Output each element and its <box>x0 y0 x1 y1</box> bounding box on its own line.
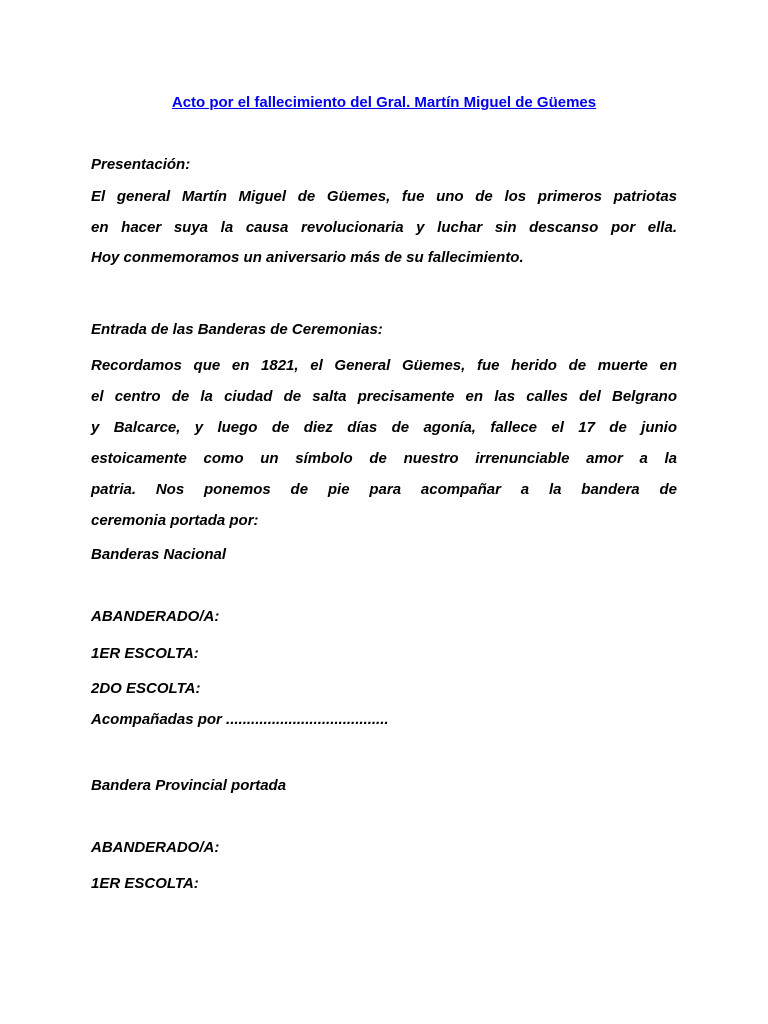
banderas-nacional-label: Banderas Nacional <box>91 546 227 563</box>
abanderado-label: ABANDERADO/A: <box>91 608 220 625</box>
document-title <box>0 94 768 112</box>
acompanadas-label: Acompañadas por ....................................... <box>91 711 389 728</box>
paragraph-line: estoicamente como un símbolo de nuestro irrenunciable amor a la <box>91 450 677 467</box>
primer-escolta-label: 1ER ESCOLTA: <box>91 875 199 892</box>
paragraph-line: el centro de la ciudad de salta precisamente en las calles del Belgrano <box>91 388 677 405</box>
paragraph-line: Recordamos que en 1821, el General Güemes, fue herido de muerte en <box>91 357 677 374</box>
bandera-provincial-label: Bandera Provincial portada <box>91 777 287 794</box>
paragraph-line: El general Martín Miguel de Güemes, fue uno de los primeros patriotas <box>91 188 677 205</box>
paragraph-line: ceremonia portada por: <box>91 512 259 529</box>
segundo-escolta-label: 2DO ESCOLTA: <box>91 680 201 697</box>
heading-presentacion: Presentación: <box>91 156 191 173</box>
paragraph-line: Hoy conmemoramos un aniversario más de su fallecimiento. <box>91 249 524 266</box>
heading-entrada-banderas: Entrada de las Banderas de Ceremonias: <box>91 321 383 338</box>
primer-escolta-label: 1ER ESCOLTA: <box>91 645 199 662</box>
paragraph-line: patria. Nos ponemos de pie para acompañar a la bandera de <box>91 481 677 498</box>
paragraph-line: en hacer suya la causa revolucionaria y luchar sin descanso por ella. <box>91 219 677 236</box>
abanderado-label: ABANDERADO/A: <box>91 839 220 856</box>
paragraph-line: y Balcarce, y luego de diez días de agonía, fallece el 17 de junio <box>91 419 677 436</box>
title-link[interactable]: Acto por el fallecimiento del Gral. Martín Miguel de Güemes <box>171 94 597 111</box>
